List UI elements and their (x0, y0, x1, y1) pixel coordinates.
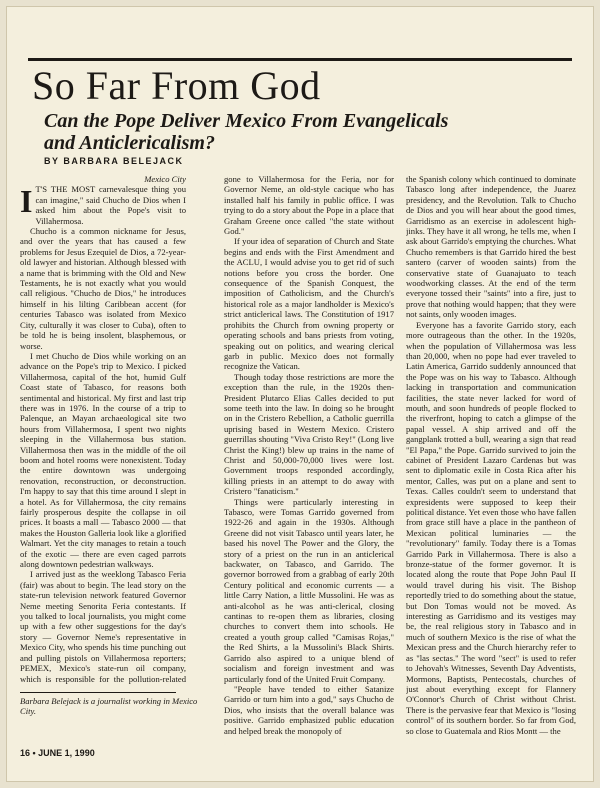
paragraph: "People have tended to either Satanize Garrido or turn him into a god," says Chucho de Dios, who insists that the overall balance was positive. Garrido emphasized public education and helped break the monopoly of (224, 683, 394, 736)
paragraph: Chucho is a common nickname for Jesus, and over the years that has caused a few problems for Jesus Ezequiel de Dios, a 72-year-old lawyer and historian. Although blessed with a name that is brimming with the Old and New Testaments, he is not exactly what you would call religious. "Chucho de Dios," he introduces himself in his lilting Caribbean accent (for centuries Tabasco was isolated from Mexico City, culturally it was closer to Cuba), often to be told he is being insolent, blasphemous, or worse. (20, 226, 186, 351)
column-1 (20, 174, 186, 684)
column-3 (406, 174, 576, 774)
page-folio: 16 • JUNE 1, 1990 (20, 748, 95, 758)
paragraph: I met Chucho de Dios while working on an advance on the Pope's trip to Mexico. I picked Villahermosa, capital of the hot, humid Gulf Coast state of Tabasco, for reasons both sentimental and historical. My first and last trip there was in 1976. In the course of a trip to Palenque, an Mayan archaeological site two hours from Villahermosa, I spent two nights sleeping in the Villahermosa bus station. Villahermosa then was in the middle of the oil boom and hotel rooms were nonexistent. Today the entire downtown was undergoing renovation, reconstruction, or deconstruction. I'm happy to say that this time around I slept in a hotel. As for Villahermosa, the city remains fairly prosperous despite the collapse in oil prices. It boasts a mall — Tabasco 2000 — that makes the Houston Galleria look like a glorified Walmart. Yet the city manages to retain a touch of the exotic — there are even caged parrots along downtown pedestrian walkways. (20, 350, 186, 570)
paragraph: Everyone has a favorite Garrido story, each more outrageous than the other. In the 1920s, when the population of Villahermosa was less than 20,000, when no pope had ever traveled to Latin America, Garrido suddenly announced that the Pope was on his way to Tabasco. Although lacking in transportation and communication facilities, the state never lacked for word of mouth, and soon hundreds of people flocked to the riverfront, hoping to catch a glimpse of the papal vessel. A ship arrived and off the gangplank trotted a bull, wearing a sign that read "El Papa," the Pope. Garrido survived to join the cabinet of President Lazaro Cardenas but was sent to diplomatic exile in Costa Rica after his mentor, Calles, was put on a plane and sent to Texas. Calles couldn't seem to understand that expresidents were supposed to keep their political distance. Yet even those who have fallen from grace still have a place in the pantheon of Mexican political luminaries — the "revolutionary" family. Today there is a Tomas Garrido Park in Villahermosa. There is also a bronze-statue of the former governor. It is located along the route that Pope John Paul II would travel during his visit. The Bishop reportedly tried to do something about the statue, but Don Tomas would not be moved. As interesting as Garridismo and its vestiges may be, the real religious story in Tabasco and in much of southern Mexico is the rise of what the Mexican press and the Church hierarchy refer to as "las sectas." The word "sect" is used to refer to Jehovah's Witnesses, Seventh Day Adventists, Mormons, Baptists, Pentecostals, churches of just about everything except for Flannery O'Connor's Church of Christ without Christ. There is the pervasive fear that Mexico is "losing control" of its southern border. So far from God, so close to Guatemala and Rios Montt — the (406, 319, 576, 736)
drop-cap: I (20, 183, 33, 220)
headline: So Far From God (32, 63, 321, 108)
paragraph: Though today those restrictions are more the exception than the rule, in the 1920s then-President Plutarco Elias Calles decided to put some teeth into the law. In doing so he brought on in the Cristero Rebellion, a Catholic guerrilla uprising based in Western Mexico. Cristero guerrillas shouting "Viva Cristo Rey!" (Long live Christ the King!) blew up trains in the name of Christ and 50,000-70,000 lives were lost. Government troops responded accordingly, killing priests in an attempt to do away with Cristero "fanaticism." (224, 371, 394, 497)
magazine-page (6, 6, 594, 782)
paragraph: Things were particularly interesting in Tabasco, were Tomas Garrido governed from 1922-26 and again in the 1930s. Although Greene did not visit Tabasco until years later, he based his novel The Power and the Glory, the story of a priest on the run in an anticlerical backwater, on Tabasco, and Garrido. The governor borrowed from a grabbag of early 20th Century political and economic currents — a little Carry Nation, a little Mussolini. He was as anti-alcohol as he was anti-clerical, closing cantinas to re-open them as libraries, closing churches to convert them into schools. He created a youth group called "Camisas Rojas," the Red Shirts, a la Mussolini's Black Shirts. Garrido also aspired to a unique blend of socialism and foreign investment and was particularly fond of the United Fruit Company. (224, 496, 394, 684)
byline: BY BARBARA BELEJACK (44, 156, 184, 166)
top-rule (28, 58, 572, 61)
paragraph: gone to Villahermosa for the Feria, nor for Governor Neme, an old-style cacique who has installed half his family in public office. I was trying to do a story about the Pope in a place that Graham Greene once called "the state without God." (224, 174, 394, 237)
dateline: Mexico City (144, 174, 186, 184)
author-bio: Barbara Belejack is a journalist working in Mexico City. (20, 696, 198, 717)
bio-rule (20, 692, 176, 693)
paragraph: I T'S THE MOST carnevalesque thing you can imagine," said Chucho de Dios when I asked him about the Pope's visit to Villahermosa. (20, 183, 186, 226)
paragraph: the Spanish colony which continued to dominate Tabasco long after independence, the Juarez presidency, and the Revolution. Talk to Chucho de Dios and you will hear about the good times, Garridismo as an exercise in adolescent high-jinks. They have it all wrong, he tells me, when I ask about Garrido's emptying the churches. What Chucho remembers is that Garrido hired the best santero (carver of wooden saints) from the conservative state of Guanajuato to teach woodworking classes. At the end of the term everyone tossed their "saints" into a fire, just to prove that nothing would happen; that they were not saints, only wooden images. (406, 174, 576, 320)
paragraph: If your idea of separation of Church and State begins and ends with the First Amendment and the ACLU, I would advise you to get rid of such notions before you cross the border. One consequence of the Spanish Conquest, the imposition of Catholicism, and the Church's historical role as a major landholder is Mexico's strict anticlerical laws. The Constitution of 1917 prohibits the Church from owning property or operating schools and bans priests from voting, speaking out on politics, and wearing clerical garb in public. Mexico does not formally recognize the Vatican. (224, 236, 394, 372)
column-2 (224, 174, 394, 774)
deck-subtitle: Can the Pope Deliver Mexico From Evangelicals and Anticlericalism? (44, 110, 449, 154)
paragraph: I arrived just as the weeklong Tabasco Feria (fair) was about to begin. The lead story on the state-run television network featured Governor Neme meeting Senorita Feria contestants. If you talked to local journalists, you might come up with a few other suggestions for the day's story — Governor Neme's representative in Mexico City, who spends his time punching out and pulling pistols on Villahermosa reporters; PEMEX, Mexico's state-run oil company, which is responsible for the pollution-related (20, 569, 186, 684)
